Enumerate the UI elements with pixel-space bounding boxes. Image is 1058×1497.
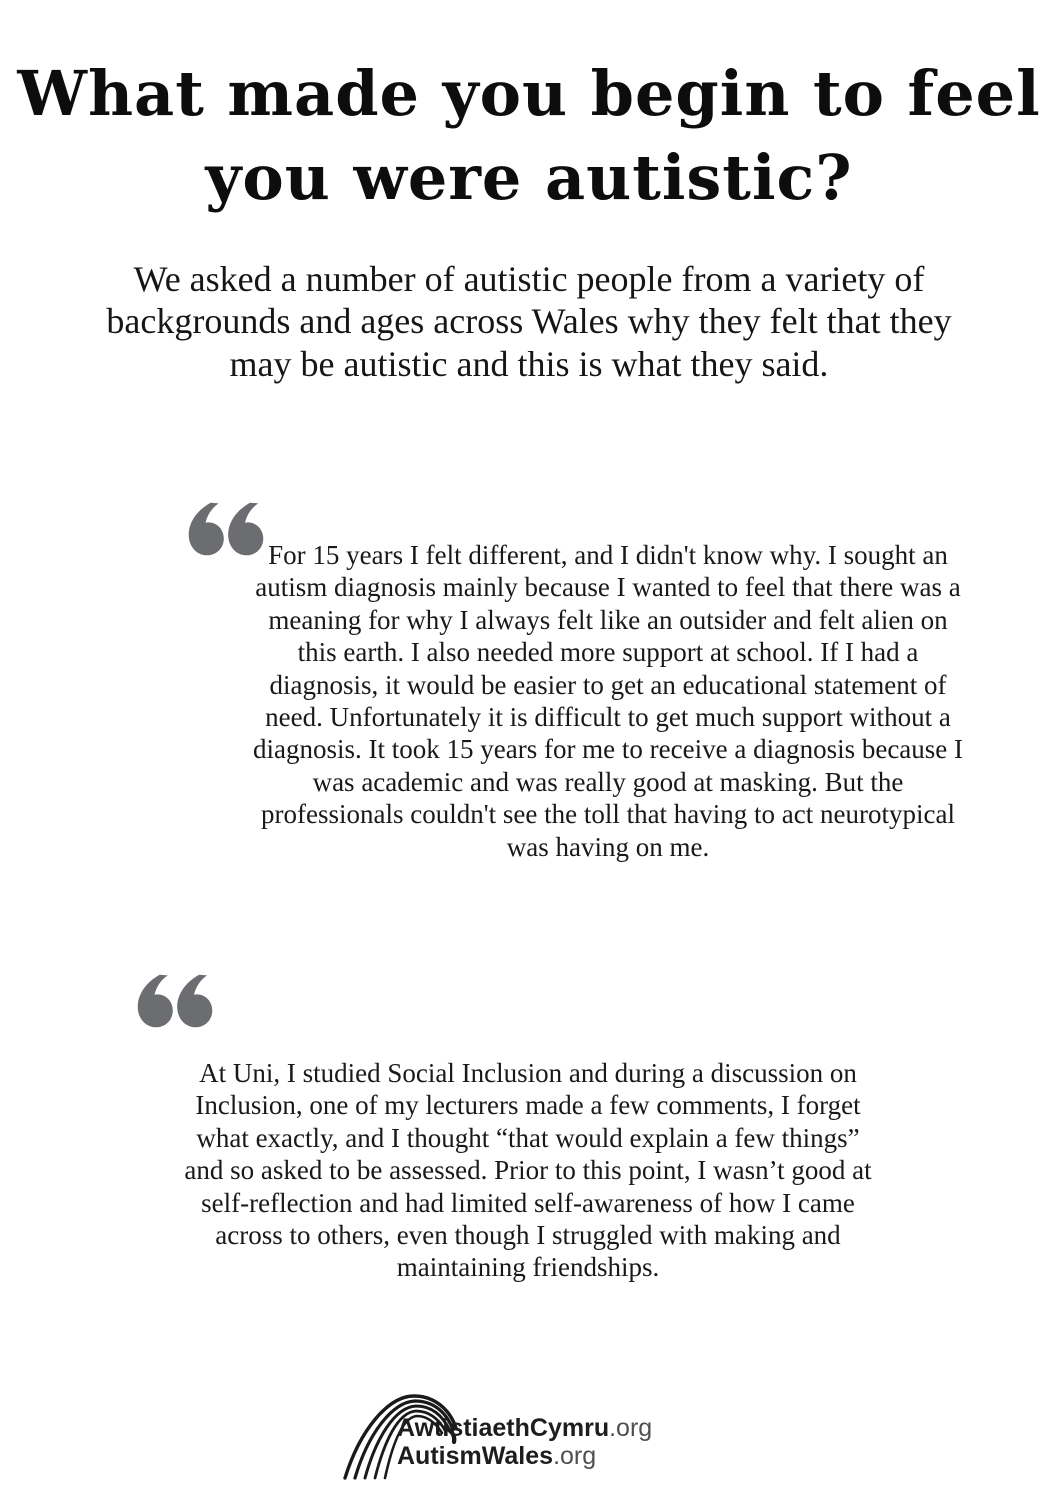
quote-text: For 15 years I felt different, and I didn't know why. I sought an autism diagnosis mainly because I wanted to feel that there was a meaning for why I always felt like an outsider and felt alien on this earth. I also needed more support at school. If I had a diagnosis, it would be easier to get an educational statement of need. Unfortunately it is difficult to get much support without a diagnosis. It took 15 years for me to receive a diagnosis because I was academic and was really good at masking. But the professionals couldn't see the toll that having to act neurotypical was having on me. — [252, 540, 964, 862]
page-title-line-1: What made you begin to feel — [17, 57, 1041, 130]
quote-icon — [137, 974, 213, 1028]
page-title-line-2: you were autistic? — [205, 140, 853, 214]
page-title — [0, 52, 1058, 219]
page-subtitle: We asked a number of autistic people from a variety of backgrounds and ages across Wales why they felt that they may be autistic and this is what they said. — [106, 259, 952, 384]
logo-english-suffix: .org — [553, 1442, 597, 1470]
logo-line-english — [397, 1442, 652, 1470]
logo-text — [397, 1414, 652, 1470]
logo-welsh-suffix: .org — [609, 1414, 653, 1442]
quote-text: At Uni, I studied Social Inclusion and during a discussion on Inclusion, one of my lecturers made a few comments, I forget what exactly, and I thought “that would explain a few things” and so asked to be assessed. Prior to this point, I wasn’t good at self-reflection and had limited self-awareness of how I came across to others, even though I struggled with making and maintaining friendships. — [184, 1058, 872, 1283]
logo-welsh-name: AwtistiaethCymru — [397, 1414, 610, 1442]
logo-english-name: AutismWales — [397, 1442, 554, 1470]
logo-line-welsh — [397, 1414, 652, 1442]
autism-wales-logo — [342, 1388, 722, 1480]
